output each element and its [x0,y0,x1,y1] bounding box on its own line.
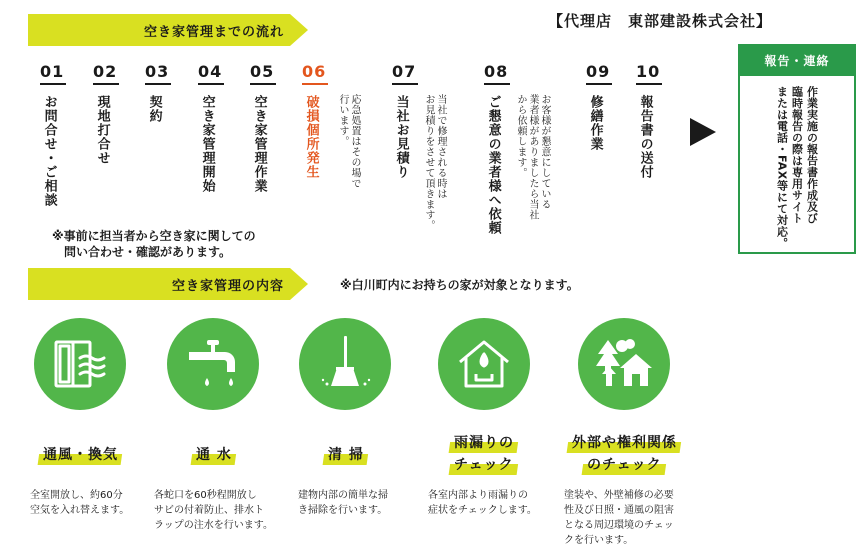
window-ventilation-icon [34,318,126,410]
feature-title: 通風・換気 [14,444,146,466]
step-number: 03 [145,62,170,81]
step-09 [586,62,612,151]
step-02 [93,62,119,165]
feature-title: 清 掃 [280,444,412,466]
feature-title: 雨漏りの チェック [414,432,554,476]
step-06-note: 応急処置はその場で 行います。 [337,94,360,189]
flow-banner [28,14,290,46]
feature-title: 外部や権利関係 のチェック [548,432,700,476]
step-number: 10 [636,62,661,81]
report-body: 作業実施の報告書作成及び 臨時報告の際は専用サイト または電話・FAX等にて対応。 [775,86,819,249]
step-08 [484,62,510,235]
step-number: 06 [302,62,327,81]
step-label: 報告書の送付 [637,95,653,179]
feature-title: 通 水 [148,444,280,466]
feature-desc: 全室開放し、約60分 空気を入れ替えます。 [30,490,130,516]
step-number: 01 [40,62,65,81]
faucet-icon [167,318,259,410]
feature-desc: 塗装や、外壁補修の必要 性及び日照・通風の阻害 となる周辺環境のチェッ クを行います。 [564,490,674,546]
step-08-note: お客様が懇意にしている 業者様がありましたら当社 から依頼します。 [515,94,550,220]
step-07-note: 当社で修理される時は お見積りをさせて頂きます。 [423,94,446,231]
target-note: ※白川町内にお持ちの家が対象となります。 [340,278,579,292]
broom-icon [299,318,391,410]
pre-contact-note: ※事前に担当者から空き家に関しての 問い合わせ・確認があります。 [52,229,256,259]
step-number: 09 [586,62,611,81]
agency-name: 【代理店 東部建設株式会社】 [548,12,773,30]
report-title: 報告・連絡 [740,46,854,76]
step-10 [636,62,662,179]
feature-desc: 各蛇口を60秒程開放し サビの付着防止、排水ト ラップの注水を行います。 [154,490,273,531]
step-number: 02 [93,62,118,81]
house-leak-icon [438,318,530,410]
step-number: 05 [250,62,275,81]
feature-desc: 建物内部の簡単な掃 き掃除を行います。 [298,490,388,516]
step-number: 04 [198,62,223,81]
step-label: 空き家管理開始 [199,95,215,193]
step-06 [302,62,328,179]
step-label: 破損個所発生 [303,95,319,179]
flow-arrow-icon [690,118,716,146]
step-label: 修繕作業 [587,95,603,151]
step-04 [198,62,224,193]
step-label: 空き家管理作業 [251,95,267,193]
flow-banner-label: 空き家管理までの流れ [143,24,284,40]
report-box [738,44,856,254]
step-07 [392,62,418,179]
content-banner-label: 空き家管理の内容 [171,278,284,294]
step-01 [40,62,66,207]
content-banner [28,268,290,300]
step-number: 07 [392,62,417,81]
step-label: 当社お見積り [393,95,409,179]
step-03 [145,62,171,123]
house-trees-icon [578,318,670,410]
step-label: 契約 [146,95,162,123]
step-number: 08 [484,62,509,81]
step-label: お問合せ・ご相談 [41,95,57,207]
step-label: ご懇意の業者様へ依頼 [485,95,501,235]
step-05 [250,62,276,193]
feature-desc: 各室内部より雨漏りの 症状をチェックします。 [428,490,537,516]
step-label: 現地打合せ [94,95,110,165]
